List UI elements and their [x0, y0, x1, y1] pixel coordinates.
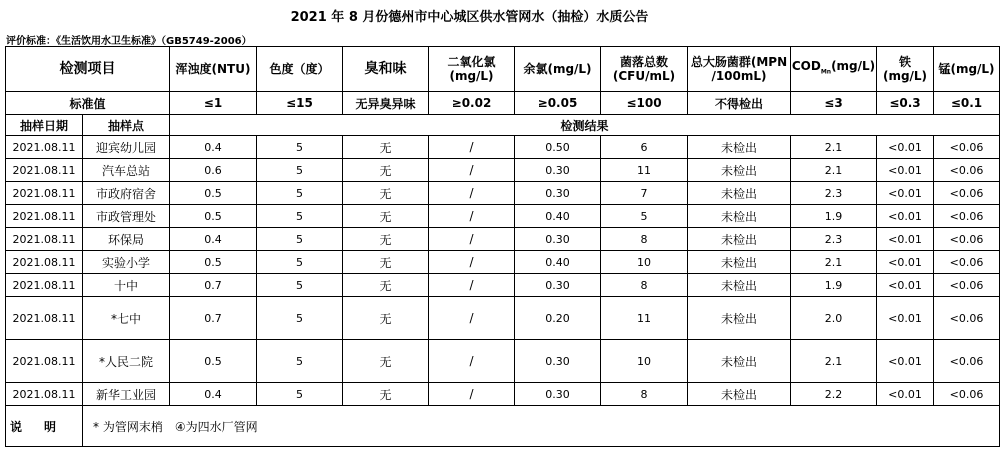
cell-turbidity: 0.5 [170, 205, 257, 228]
cell-coliform: 未检出 [688, 251, 791, 274]
standard-value: ≤1 [170, 92, 257, 115]
cell-odor: 无 [343, 136, 429, 159]
cell-cl2o: / [429, 340, 515, 383]
table-row [6, 136, 1000, 159]
cell-fe: <0.01 [877, 383, 934, 406]
cell-cl2o: / [429, 251, 515, 274]
note-row [6, 406, 1000, 447]
cell-cl2o: / [429, 136, 515, 159]
cell-date: 2021.08.11 [6, 251, 83, 274]
cell-color: 5 [257, 251, 343, 274]
cell-turbidity: 0.6 [170, 159, 257, 182]
cell-bacteria: 5 [601, 205, 688, 228]
cell-turbidity: 0.7 [170, 297, 257, 340]
standard-value: ≤0.3 [877, 92, 934, 115]
cell-location: 实验小学 [83, 251, 170, 274]
cell-mn: <0.06 [934, 383, 1000, 406]
cell-odor: 无 [343, 383, 429, 406]
sub-header-date: 抽样日期 [6, 115, 83, 136]
cell-odor: 无 [343, 297, 429, 340]
cell-date: 2021.08.11 [6, 228, 83, 251]
cell-cl: 0.30 [515, 182, 601, 205]
cell-mn: <0.06 [934, 297, 1000, 340]
header-residual-chlorine: 余氯(mg/L) [515, 47, 601, 92]
header-chlorine-dioxide: 二氧化氯(mg/L) [429, 47, 515, 92]
sub-header-results: 检测结果 [170, 115, 1000, 136]
cell-bacteria: 10 [601, 251, 688, 274]
cell-cl2o: / [429, 205, 515, 228]
water-quality-table [5, 46, 1000, 447]
cell-fe: <0.01 [877, 297, 934, 340]
cell-turbidity: 0.5 [170, 182, 257, 205]
cell-cod: 2.1 [791, 340, 877, 383]
cell-odor: 无 [343, 340, 429, 383]
standard-value: 不得检出 [688, 92, 791, 115]
cell-date: 2021.08.11 [6, 297, 83, 340]
cell-mn: <0.06 [934, 136, 1000, 159]
cell-coliform: 未检出 [688, 274, 791, 297]
cell-bacteria: 11 [601, 159, 688, 182]
cell-coliform: 未检出 [688, 340, 791, 383]
header-coliform: 总大肠菌群(MPN /100mL) [688, 47, 791, 92]
cell-cl: 0.40 [515, 205, 601, 228]
cell-location: 迎宾幼儿园 [83, 136, 170, 159]
cell-color: 5 [257, 228, 343, 251]
cell-location: 市政府宿舍 [83, 182, 170, 205]
standard-value: ≥0.02 [429, 92, 515, 115]
cell-cl: 0.20 [515, 297, 601, 340]
page-title: 2021 年 8 月份德州市中心城区供水管网水（抽检）水质公告 [290, 10, 649, 25]
cell-mn: <0.06 [934, 340, 1000, 383]
standard-value: ≤3 [791, 92, 877, 115]
header-manganese: 锰(mg/L) [934, 47, 1000, 92]
header-bacteria: 菌落总数(CFU/mL) [601, 47, 688, 92]
cell-fe: <0.01 [877, 205, 934, 228]
table-row [6, 340, 1000, 383]
header-cod-main: COD [791, 58, 821, 73]
cell-odor: 无 [343, 228, 429, 251]
header-odor: 臭和味 [343, 47, 429, 92]
cell-bacteria: 6 [601, 136, 688, 159]
evaluation-standard: 评价标准：《生活饮用水卫生标准》（GB5749-2006） [6, 36, 252, 47]
header-cod-sub: Mn [820, 68, 832, 76]
header-cod [791, 47, 877, 92]
cell-coliform: 未检出 [688, 297, 791, 340]
cell-cod: 1.9 [791, 274, 877, 297]
table-row [6, 182, 1000, 205]
cell-cl: 0.40 [515, 251, 601, 274]
cell-cod: 2.3 [791, 182, 877, 205]
cell-cl2o: / [429, 297, 515, 340]
cell-cl: 0.30 [515, 159, 601, 182]
cell-cod: 2.1 [791, 251, 877, 274]
cell-turbidity: 0.5 [170, 340, 257, 383]
data-rows [6, 136, 1000, 406]
cell-date: 2021.08.11 [6, 274, 83, 297]
cell-fe: <0.01 [877, 159, 934, 182]
cell-color: 5 [257, 340, 343, 383]
cell-location: 十中 [83, 274, 170, 297]
cell-cod: 1.9 [791, 205, 877, 228]
cell-cl: 0.30 [515, 340, 601, 383]
cell-fe: <0.01 [877, 340, 934, 383]
cell-mn: <0.06 [934, 205, 1000, 228]
cell-fe: <0.01 [877, 274, 934, 297]
cell-cod: 2.1 [791, 159, 877, 182]
cell-location: *人民二院 [83, 340, 170, 383]
standard-value: 无异臭异味 [343, 92, 429, 115]
cell-odor: 无 [343, 251, 429, 274]
cell-coliform: 未检出 [688, 182, 791, 205]
sub-header-row [6, 115, 1000, 136]
cell-bacteria: 8 [601, 274, 688, 297]
cell-cod: 2.3 [791, 228, 877, 251]
cell-odor: 无 [343, 274, 429, 297]
cell-mn: <0.06 [934, 274, 1000, 297]
standard-value: ≤15 [257, 92, 343, 115]
header-cod-unit: (mg/L) [831, 58, 876, 73]
cell-date: 2021.08.11 [6, 340, 83, 383]
cell-date: 2021.08.11 [6, 182, 83, 205]
cell-color: 5 [257, 383, 343, 406]
header-color: 色度（度） [257, 47, 343, 92]
header-iron: 铁(mg/L) [877, 47, 934, 92]
cell-turbidity: 0.5 [170, 251, 257, 274]
cell-odor: 无 [343, 159, 429, 182]
cell-color: 5 [257, 182, 343, 205]
cell-odor: 无 [343, 205, 429, 228]
cell-coliform: 未检出 [688, 159, 791, 182]
cell-date: 2021.08.11 [6, 383, 83, 406]
cell-cl2o: / [429, 383, 515, 406]
table-row [6, 159, 1000, 182]
table-row [6, 297, 1000, 340]
cell-fe: <0.01 [877, 136, 934, 159]
cell-cl: 0.30 [515, 383, 601, 406]
cell-mn: <0.06 [934, 182, 1000, 205]
table-row [6, 228, 1000, 251]
cell-fe: <0.01 [877, 228, 934, 251]
cell-location: 汽车总站 [83, 159, 170, 182]
cell-date: 2021.08.11 [6, 136, 83, 159]
standard-value: ≥0.05 [515, 92, 601, 115]
cell-odor: 无 [343, 182, 429, 205]
note-label: 说明 [6, 406, 83, 447]
cell-cod: 2.2 [791, 383, 877, 406]
cell-cl2o: / [429, 274, 515, 297]
cell-location: 新华工业园 [83, 383, 170, 406]
cell-cl2o: / [429, 228, 515, 251]
cell-cl: 0.30 [515, 274, 601, 297]
cell-coliform: 未检出 [688, 136, 791, 159]
cell-color: 5 [257, 136, 343, 159]
cell-bacteria: 7 [601, 182, 688, 205]
cell-bacteria: 8 [601, 228, 688, 251]
table-row [6, 383, 1000, 406]
cell-cod: 2.1 [791, 136, 877, 159]
cell-turbidity: 0.4 [170, 136, 257, 159]
cell-date: 2021.08.11 [6, 159, 83, 182]
standard-label: 标准值 [6, 92, 170, 115]
cell-turbidity: 0.4 [170, 383, 257, 406]
header-item: 检测项目 [6, 47, 170, 92]
cell-turbidity: 0.4 [170, 228, 257, 251]
cell-bacteria: 8 [601, 383, 688, 406]
cell-coliform: 未检出 [688, 383, 791, 406]
cell-location: *七中 [83, 297, 170, 340]
cell-cl: 0.50 [515, 136, 601, 159]
cell-color: 5 [257, 159, 343, 182]
cell-coliform: 未检出 [688, 228, 791, 251]
cell-color: 5 [257, 297, 343, 340]
standard-value: ≤0.1 [934, 92, 1000, 115]
cell-mn: <0.06 [934, 159, 1000, 182]
sub-header-location: 抽样点 [83, 115, 170, 136]
standard-value: ≤100 [601, 92, 688, 115]
cell-location: 市政管理处 [83, 205, 170, 228]
cell-date: 2021.08.11 [6, 205, 83, 228]
cell-color: 5 [257, 205, 343, 228]
table-row [6, 251, 1000, 274]
cell-mn: <0.06 [934, 251, 1000, 274]
cell-color: 5 [257, 274, 343, 297]
note-text: * 为管网末梢 ④为四水厂管网 [83, 406, 1000, 447]
header-row [6, 47, 1000, 92]
standard-row [6, 92, 1000, 115]
cell-fe: <0.01 [877, 251, 934, 274]
cell-turbidity: 0.7 [170, 274, 257, 297]
cell-mn: <0.06 [934, 228, 1000, 251]
cell-cl: 0.30 [515, 228, 601, 251]
cell-bacteria: 10 [601, 340, 688, 383]
cell-cl2o: / [429, 159, 515, 182]
table-row [6, 205, 1000, 228]
cell-bacteria: 11 [601, 297, 688, 340]
cell-location: 环保局 [83, 228, 170, 251]
cell-cod: 2.0 [791, 297, 877, 340]
cell-fe: <0.01 [877, 182, 934, 205]
cell-coliform: 未检出 [688, 205, 791, 228]
header-turbidity: 浑浊度(NTU) [170, 47, 257, 92]
cell-cl2o: / [429, 182, 515, 205]
table-row [6, 274, 1000, 297]
